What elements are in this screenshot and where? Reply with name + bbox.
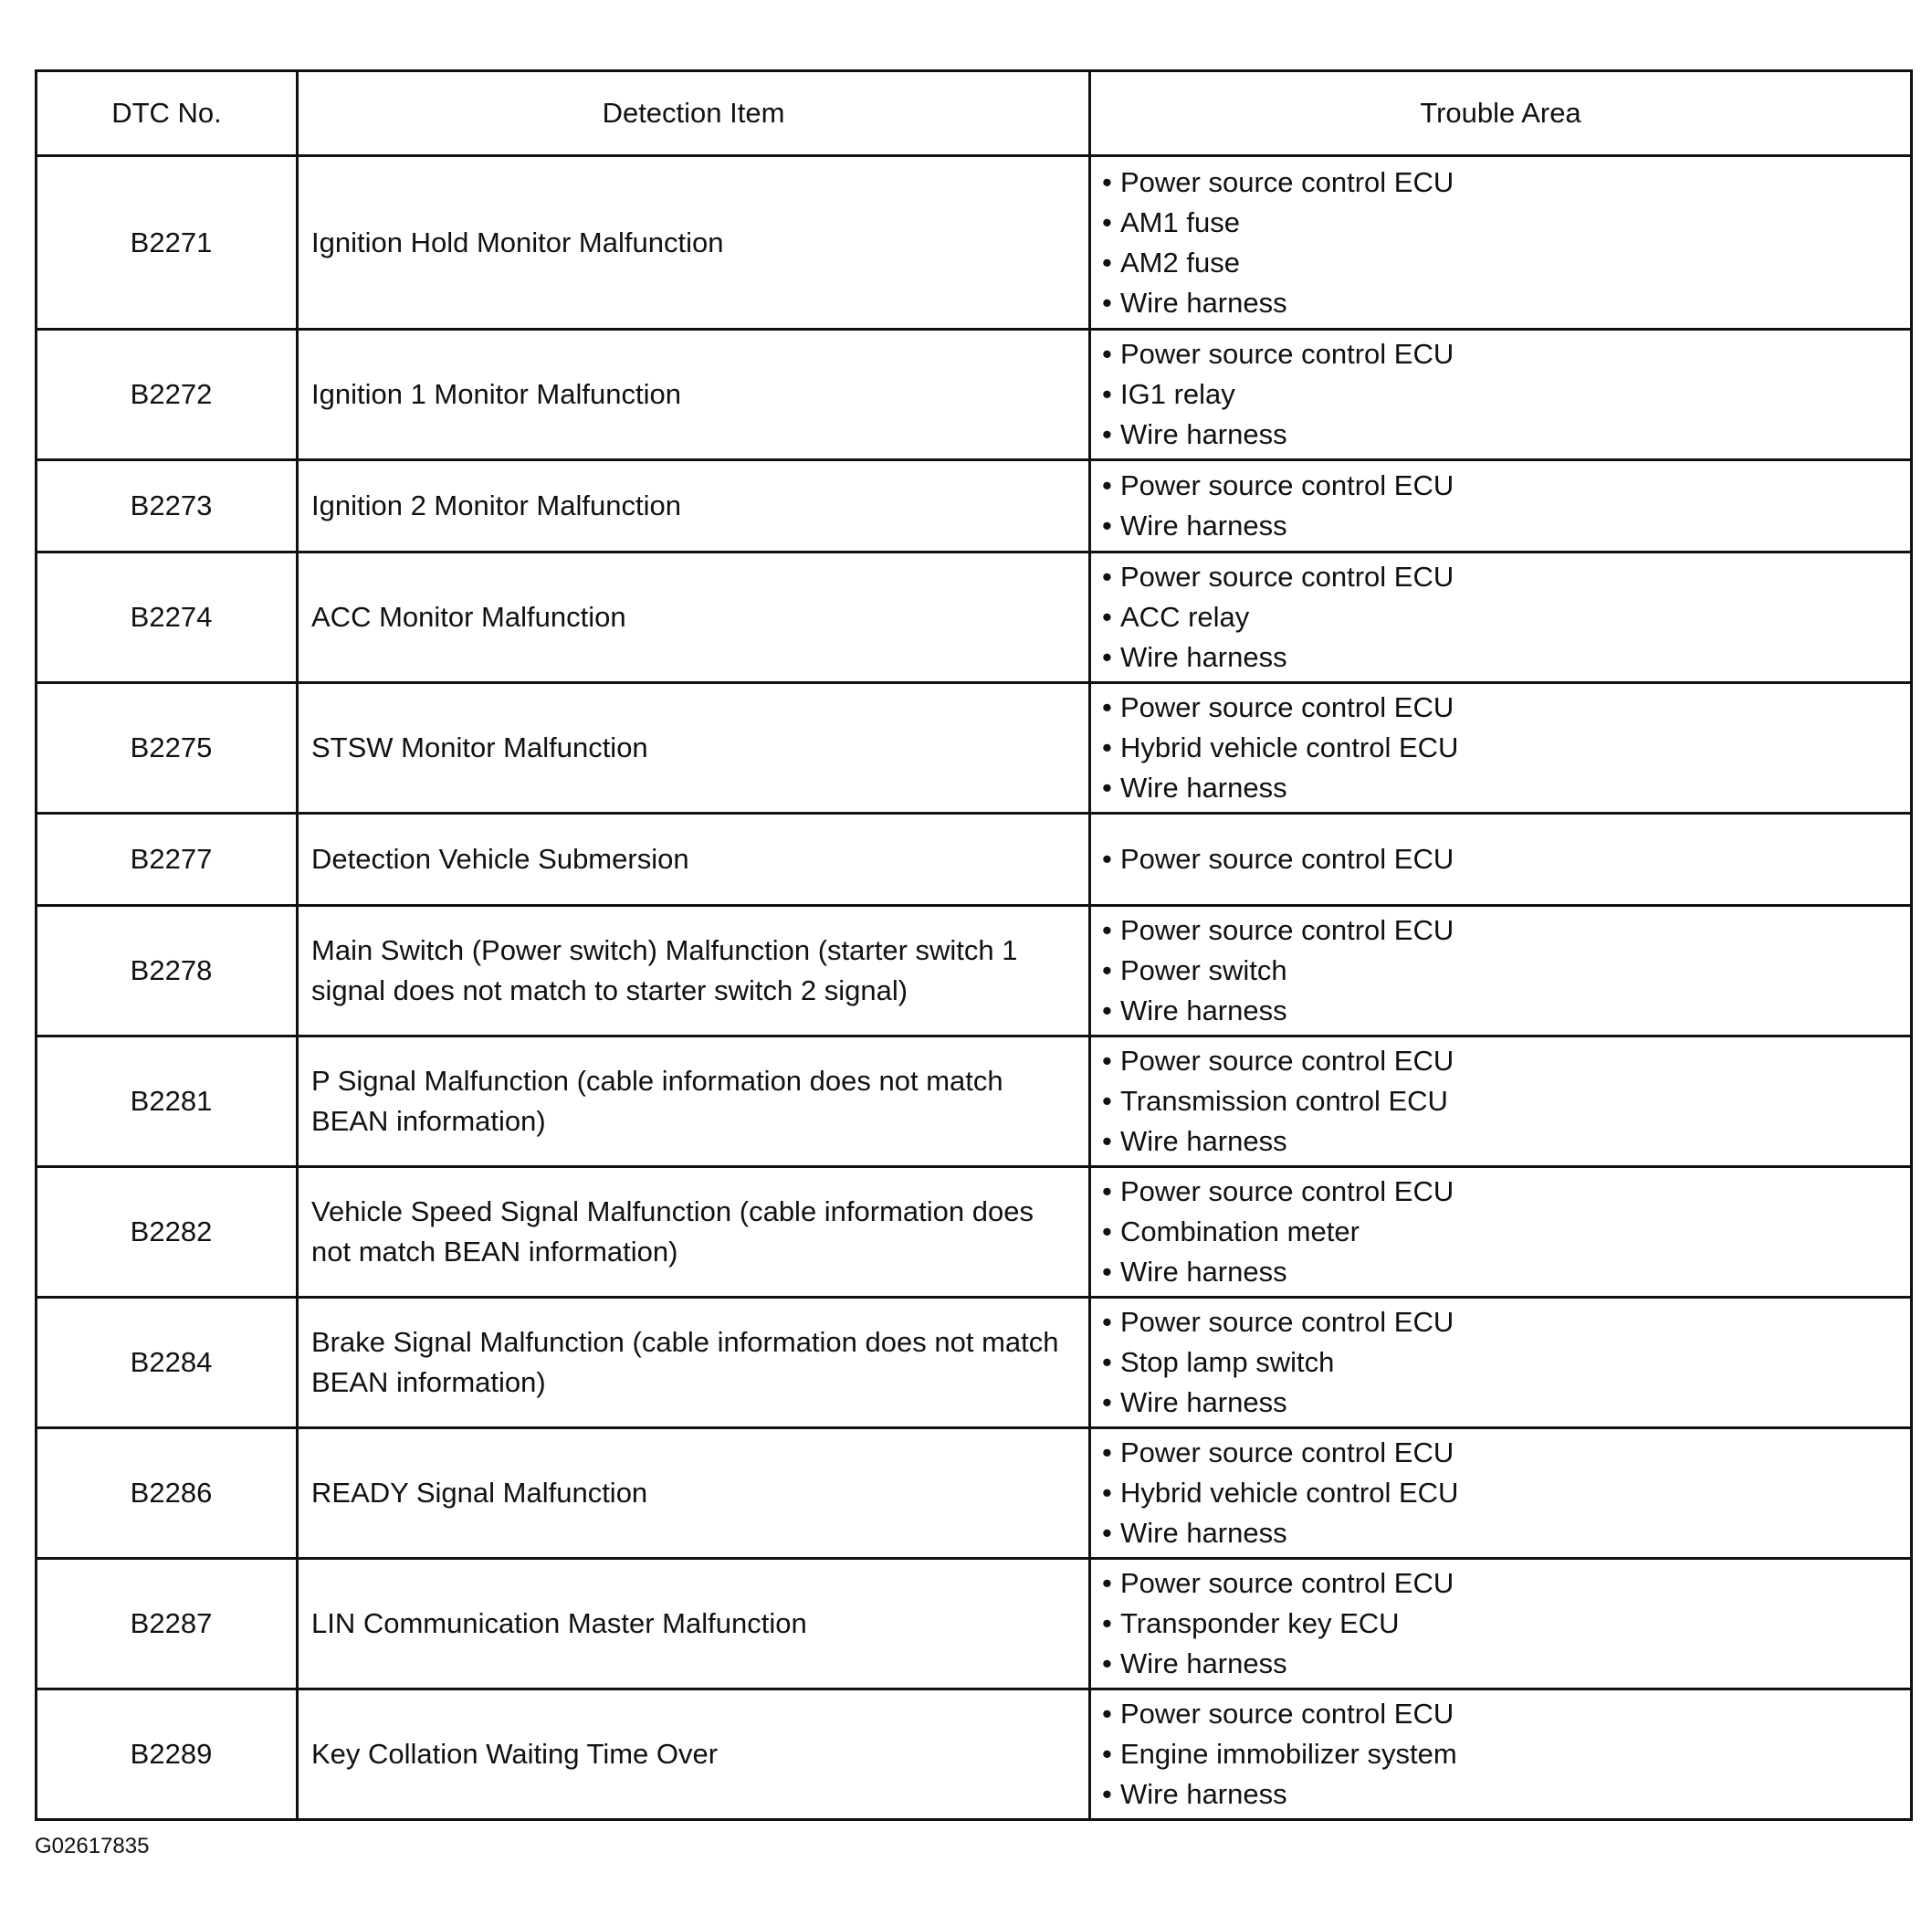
table-row [37,906,1912,1036]
table-row [37,683,1912,814]
trouble-area-item: • Power source control ECU [1102,557,1910,597]
trouble-area-item: • Power source control ECU [1102,1041,1910,1081]
header-dtc-no: DTC No. [37,71,298,156]
table-row [37,156,1912,330]
trouble-area-item: • Wire harness [1102,768,1910,808]
trouble-area-list [1102,839,1910,879]
table-header-row [37,71,1912,156]
dtc-code: B2277 [37,814,298,906]
trouble-area [1090,330,1912,460]
trouble-area-item: • Power source control ECU [1102,839,1910,879]
dtc-code: B2287 [37,1559,298,1689]
dtc-code: B2272 [37,330,298,460]
trouble-area-list [1102,1041,1910,1162]
table-row [37,1036,1912,1167]
dtc-code: B2281 [37,1036,298,1167]
trouble-area-item: • Power source control ECU [1102,334,1910,374]
detection-item: Main Switch (Power switch) Malfunction (starter switch 1 signal does not match to starter switch 2 signal) [298,906,1090,1036]
trouble-area-item: • Power source control ECU [1102,163,1910,203]
trouble-area-list [1102,1172,1910,1292]
table-row [37,1559,1912,1689]
detection-item: Ignition 1 Monitor Malfunction [298,330,1090,460]
dtc-code: B2284 [37,1298,298,1428]
trouble-area [1090,1036,1912,1167]
trouble-area-item: • Power source control ECU [1102,1694,1910,1734]
dtc-code: B2278 [37,906,298,1036]
table-row [37,552,1912,683]
table-body [37,156,1912,1820]
table-row [37,1428,1912,1559]
trouble-area-item: • Transmission control ECU [1102,1081,1910,1121]
table-row [37,814,1912,906]
trouble-area-item: • Wire harness [1102,1644,1910,1684]
trouble-area-list [1102,1302,1910,1423]
detection-item: Detection Vehicle Submersion [298,814,1090,906]
trouble-area-list [1102,466,1910,546]
trouble-area-item: • Power source control ECU [1102,1433,1910,1473]
trouble-area-item: • Combination meter [1102,1212,1910,1252]
figure-id: G02617835 [35,1834,150,1858]
trouble-area [1090,1167,1912,1298]
trouble-area-list [1102,1694,1910,1815]
trouble-area-item: • Power source control ECU [1102,466,1910,506]
trouble-area-item: • Power source control ECU [1102,688,1910,728]
detection-item: P Signal Malfunction (cable information does not match BEAN information) [298,1036,1090,1167]
trouble-area-item: • Power source control ECU [1102,1302,1910,1342]
header-trouble-area: Trouble Area [1090,71,1912,156]
detection-item: STSW Monitor Malfunction [298,683,1090,814]
trouble-area-item: • Wire harness [1102,1252,1910,1292]
trouble-area-list [1102,334,1910,455]
trouble-area-item: • Hybrid vehicle control ECU [1102,728,1910,768]
trouble-area-item: • Power switch [1102,951,1910,991]
trouble-area-list [1102,1433,1910,1553]
trouble-area-list [1102,557,1910,678]
trouble-area-item: • Transponder key ECU [1102,1604,1910,1644]
dtc-code: B2273 [37,460,298,552]
trouble-area-list [1102,163,1910,323]
trouble-area-item: • AM2 fuse [1102,243,1910,283]
trouble-area [1090,1559,1912,1689]
dtc-code: B2282 [37,1167,298,1298]
trouble-area-item: • Wire harness [1102,283,1910,323]
trouble-area [1090,1689,1912,1820]
trouble-area-item: • Wire harness [1102,1121,1910,1162]
detection-item: Vehicle Speed Signal Malfunction (cable information does not match BEAN information) [298,1167,1090,1298]
header-detection-item: Detection Item [298,71,1090,156]
detection-item: READY Signal Malfunction [298,1428,1090,1559]
dtc-code: B2289 [37,1689,298,1820]
trouble-area-item: • Wire harness [1102,1774,1910,1815]
trouble-area-item: • Wire harness [1102,1513,1910,1553]
detection-item: Brake Signal Malfunction (cable information does not match BEAN information) [298,1298,1090,1428]
trouble-area-item: • Power source control ECU [1102,1172,1910,1212]
detection-item: ACC Monitor Malfunction [298,552,1090,683]
trouble-area [1090,552,1912,683]
trouble-area-item: • Wire harness [1102,1383,1910,1423]
table-row [37,1167,1912,1298]
trouble-area-item: • Engine immobilizer system [1102,1734,1910,1774]
trouble-area-item: • Wire harness [1102,637,1910,678]
dtc-table [35,69,1913,1821]
trouble-area-list [1102,910,1910,1031]
trouble-area [1090,814,1912,906]
dtc-code: B2275 [37,683,298,814]
table-row [37,460,1912,552]
detection-item: Key Collation Waiting Time Over [298,1689,1090,1820]
table-row [37,330,1912,460]
trouble-area-item: • Stop lamp switch [1102,1342,1910,1383]
trouble-area-list [1102,1563,1910,1684]
trouble-area-item: • Power source control ECU [1102,910,1910,951]
trouble-area-item: • Wire harness [1102,415,1910,455]
detection-item: Ignition 2 Monitor Malfunction [298,460,1090,552]
trouble-area-item: • IG1 relay [1102,374,1910,415]
trouble-area [1090,683,1912,814]
trouble-area-item: • Hybrid vehicle control ECU [1102,1473,1910,1513]
table-row [37,1689,1912,1820]
dtc-code: B2271 [37,156,298,330]
trouble-area [1090,1298,1912,1428]
trouble-area [1090,906,1912,1036]
dtc-code: B2286 [37,1428,298,1559]
detection-item: Ignition Hold Monitor Malfunction [298,156,1090,330]
trouble-area [1090,156,1912,330]
trouble-area-item: • ACC relay [1102,597,1910,637]
trouble-area-item: • Wire harness [1102,506,1910,546]
trouble-area [1090,1428,1912,1559]
trouble-area-list [1102,688,1910,808]
trouble-area-item: • Wire harness [1102,991,1910,1031]
table-row [37,1298,1912,1428]
trouble-area-item: • Power source control ECU [1102,1563,1910,1604]
trouble-area [1090,460,1912,552]
trouble-area-item: • AM1 fuse [1102,203,1910,243]
detection-item: LIN Communication Master Malfunction [298,1559,1090,1689]
dtc-code: B2274 [37,552,298,683]
